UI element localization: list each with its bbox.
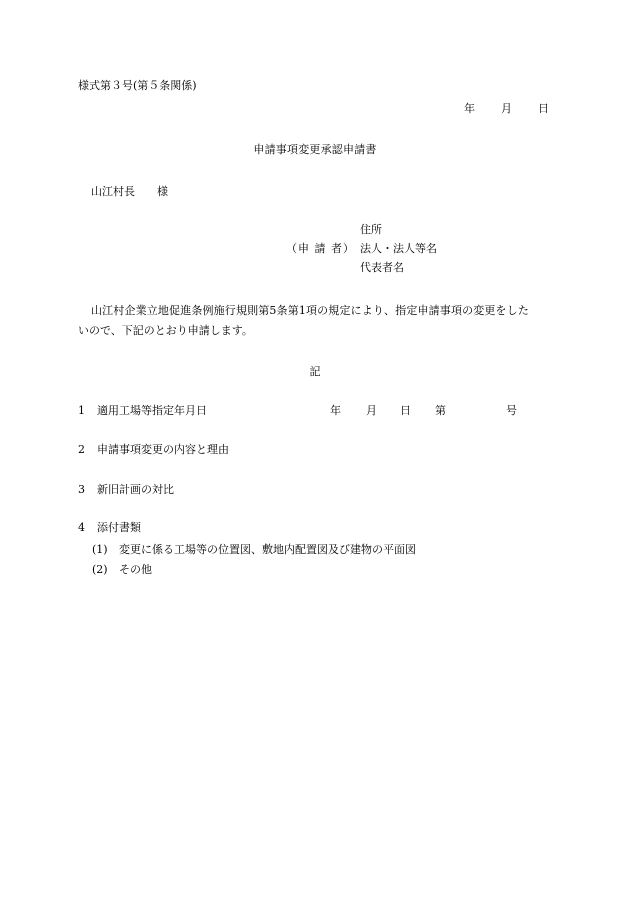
corporation-name-label: 法人・法人等名	[360, 242, 437, 255]
date-line	[464, 103, 549, 114]
addressee-honorific: 様	[157, 185, 168, 198]
attachment-1	[92, 544, 416, 555]
item-1-label: 適用工場等指定年月日	[97, 404, 207, 417]
item-3-label: 新旧計画の対比	[97, 483, 174, 496]
date-month: 月	[501, 102, 512, 115]
attachment-1-number: (1)	[92, 543, 108, 556]
item-4	[78, 522, 141, 533]
date-day: 日	[538, 102, 549, 115]
item-1-year: 年	[330, 404, 341, 417]
item-3	[78, 484, 174, 495]
attachment-2-number: (2)	[92, 563, 108, 576]
attachment-1-label: 変更に係る工場等の位置図、敷地内配置図及び建物の平面図	[119, 543, 416, 556]
addressee-name: 山江村長	[91, 185, 135, 198]
addressee	[91, 186, 168, 197]
item-3-number: 3	[78, 483, 85, 496]
note-heading: 記	[309, 365, 321, 378]
item-4-label: 添付書類	[97, 521, 141, 534]
representative-label: 代表者名	[360, 261, 404, 274]
item-1-dai: 第	[435, 404, 446, 417]
date-year: 年	[464, 102, 475, 115]
item-2-label: 申請事項変更の内容と理由	[97, 443, 229, 456]
item-2-number: 2	[78, 443, 85, 456]
attachment-2	[92, 564, 152, 575]
item-4-number: 4	[78, 521, 85, 534]
item-1-go: 号	[506, 404, 517, 417]
form-number: 様式第３号(第５条関係)	[78, 79, 197, 92]
attachment-2-label: その他	[119, 563, 152, 576]
item-1-row	[78, 405, 548, 419]
item-1-day: 日	[400, 404, 411, 417]
item-1-month: 月	[366, 404, 377, 417]
item-1-number: 1	[78, 404, 85, 417]
body-text-line-1: 山江村企業立地促進条例施行規則第5条第1項の規定により、指定申請事項の変更をした	[91, 304, 529, 317]
body-text-line-2: いので、下記のとおり申請します。	[78, 324, 253, 337]
document-title: 申請事項変更承認申請書	[253, 143, 377, 156]
item-2	[78, 444, 229, 455]
applicant-label: （申 請 者）	[286, 242, 355, 255]
address-label: 住所	[360, 223, 382, 236]
